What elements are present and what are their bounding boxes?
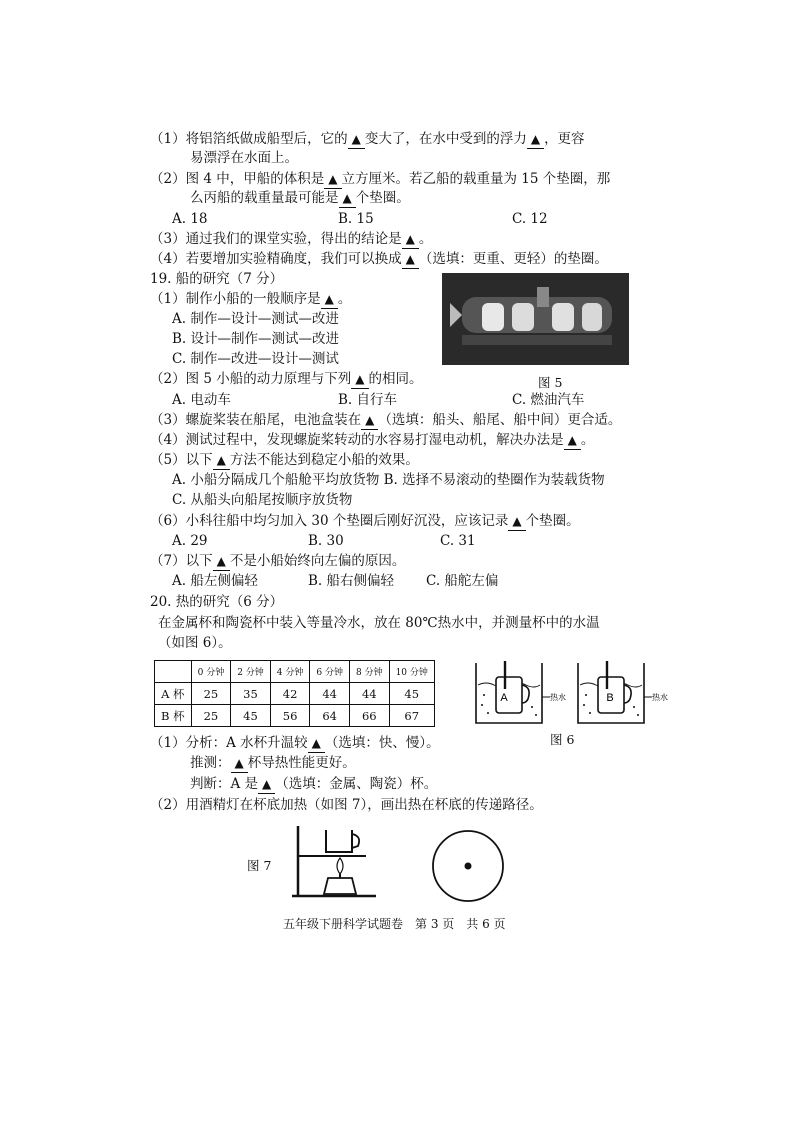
cup-b-label: B <box>606 692 614 704</box>
table-row <box>155 705 435 727</box>
table-cell: B 杯 <box>155 705 192 727</box>
q20-intro-cont: （如图 6）。 <box>158 635 232 651</box>
q18-part4: （4）若要增加实验精确度，我们可以换成 ▲ （选填：更重、更轻）的垫圈。 <box>150 251 608 267</box>
q19-part1-option-b: B. 设计—制作—测试—改进 <box>172 331 340 347</box>
q19-part2-option-c: C. 燃油汽车 <box>512 392 585 408</box>
answer-blank[interactable]: ▲ <box>508 512 525 531</box>
q19-part2-option-a: A. 电动车 <box>172 392 231 408</box>
q19-part7-option-a: A. 船左侧偏轻 <box>172 573 258 589</box>
q20-part1-infer: 推测： ▲ 杯导热性能更好。 <box>190 755 356 771</box>
q19-part6-option-c: C. 31 <box>440 533 476 549</box>
answer-blank[interactable]: ▲ <box>402 250 419 269</box>
answer-blank[interactable]: ▲ <box>564 431 581 450</box>
table-cell: 66 <box>349 705 389 727</box>
q19-part2: （2）图 5 小船的动力原理与下列 ▲ 的相同。 <box>150 371 423 387</box>
temperature-table <box>154 660 435 727</box>
table-cell: 44 <box>349 683 389 705</box>
q19-part5: （5）以下 ▲ 方法不能达到稳定小船的效果。 <box>150 452 419 468</box>
table-cell: 56 <box>270 705 310 727</box>
answer-blank[interactable]: ▲ <box>258 775 275 794</box>
q18-option-a: A. 18 <box>172 211 208 227</box>
beaker-b <box>578 661 652 723</box>
q19-part5-option-c: C. 从船头向船尾按顺序放货物 <box>172 492 353 508</box>
q18-option-b: B. 15 <box>338 211 374 227</box>
answer-blank[interactable]: ▲ <box>308 734 325 753</box>
hot-water-label-b: 热水 <box>652 693 668 702</box>
q18-part1: （1）将铝箔纸做成船型后，它的 ▲ 变大了，在水中受到的浮力 ▲ ，更容 <box>150 131 585 147</box>
table-header-cell: 10 分钟 <box>389 661 434 683</box>
answer-blank[interactable]: ▲ <box>321 290 338 309</box>
q18-part2-cont: 么丙船的载重量最可能是 ▲ 个垫圈。 <box>190 190 410 206</box>
q19-part7-option-c: C. 船舵左偏 <box>426 573 499 589</box>
q20-intro: 在金属杯和陶瓷杯中装入等量冷水，放在 80℃热水中，并测量杯中的水温 <box>158 615 600 631</box>
table-cell: 35 <box>231 683 271 705</box>
q19-part7: （7）以下 ▲ 不是小船始终向左偏的原因。 <box>150 553 406 569</box>
q19-part1-option-c: C. 制作—改进—设计—测试 <box>172 351 339 367</box>
answer-blank[interactable]: ▲ <box>402 230 419 249</box>
figure-7-caption: 图 7 <box>247 858 272 873</box>
q18-part3: （3）通过我们的课堂实验，得出的结论是 ▲ 。 <box>150 231 433 247</box>
beaker-a <box>476 661 550 723</box>
answer-blank[interactable]: ▲ <box>339 189 356 208</box>
q19-part5-options-ab: A. 小船分隔成几个船舱平均放货物 B. 选择不易滚动的垫圈作为装载货物 <box>172 472 605 488</box>
q19-part4: （4）测试过程中，发现螺旋桨转动的水容易打湿电动机，解决办法是 ▲ 。 <box>150 432 595 448</box>
table-cell: 25 <box>191 683 231 705</box>
table-cell: 44 <box>310 683 350 705</box>
table-cell: 45 <box>389 683 434 705</box>
table-header-cell: 2 分钟 <box>231 661 271 683</box>
q19-part6-option-b: B. 30 <box>308 533 344 549</box>
q18-part1-cont: 易漂浮在水面上。 <box>190 150 298 166</box>
answer-blank[interactable]: ▲ <box>324 170 341 189</box>
figure-6-cups-diagram <box>472 655 672 727</box>
q19-part2-option-b: B. 自行车 <box>338 392 398 408</box>
answer-blank[interactable]: ▲ <box>361 411 378 430</box>
page-footer: 五年级下册科学试题卷 第 3 页 共 6 页 <box>283 917 506 931</box>
table-cell: 67 <box>389 705 434 727</box>
answer-blank[interactable]: ▲ <box>213 552 230 571</box>
table-cell: A 杯 <box>155 683 192 705</box>
table-header-cell: 4 分钟 <box>270 661 310 683</box>
table-header-row <box>155 661 435 683</box>
table-header-cell: 6 分钟 <box>310 661 350 683</box>
answer-blank[interactable]: ▲ <box>527 130 544 149</box>
boat-photo-drawing <box>442 273 629 365</box>
boat-photo <box>442 273 629 365</box>
q20-part1-analysis: （1）分析：A 水杯升温较 ▲ （选填：快、慢）。 <box>150 735 440 751</box>
cup-a-label: A <box>500 692 508 704</box>
table-header-cell <box>155 661 192 683</box>
q20-part2: （2）用酒精灯在杯底加热（如图 7），画出热在杯底的传递路径。 <box>150 797 543 813</box>
q20-title: 20. 热的研究（6 分） <box>150 594 284 610</box>
cup-bottom-circle-diagram <box>430 828 506 904</box>
alcohol-lamp-heating-diagram <box>290 822 380 902</box>
table-cell: 25 <box>191 705 231 727</box>
figure-6-caption: 图 6 <box>550 732 575 747</box>
table-cell: 45 <box>231 705 271 727</box>
hot-water-label-a: 热水 <box>550 693 566 702</box>
table-header-cell: 0 分钟 <box>191 661 231 683</box>
q18-option-c: C. 12 <box>512 211 548 227</box>
q20-part1-judge: 判断：A 是 ▲ （选填：金属、陶瓷）杯。 <box>190 776 438 792</box>
answer-blank[interactable]: ▲ <box>348 130 365 149</box>
table-cell: 64 <box>310 705 350 727</box>
q19-part1-option-a: A. 制作—设计—测试—改进 <box>172 311 339 327</box>
q18-part2: （2）图 4 中，甲船的体积是 ▲ 立方厘米。若乙船的载重量为 15 个垫圈，那 <box>150 171 611 187</box>
q19-part7-option-b: B. 船右侧偏轻 <box>308 573 395 589</box>
table-row <box>155 683 435 705</box>
answer-blank[interactable]: ▲ <box>213 451 230 470</box>
q19-part6: （6）小科往船中均匀加入 30 个垫圈后刚好沉没，应该记录 ▲ 个垫圈。 <box>150 513 580 529</box>
q19-part6-option-a: A. 29 <box>172 533 208 549</box>
q19-title: 19. 船的研究（7 分） <box>150 271 284 287</box>
answer-blank[interactable]: ▲ <box>351 370 368 389</box>
figure-5-caption: 图 5 <box>538 375 563 390</box>
table-cell: 42 <box>270 683 310 705</box>
q19-part1: （1）制作小船的一般顺序是 ▲ 。 <box>150 291 352 307</box>
table-header-cell: 8 分钟 <box>349 661 389 683</box>
q19-part3: （3）螺旋桨装在船尾，电池盒装在 ▲ （选填：船头、船尾、船中间）更合适。 <box>150 412 622 428</box>
answer-blank[interactable]: ▲ <box>231 754 248 773</box>
